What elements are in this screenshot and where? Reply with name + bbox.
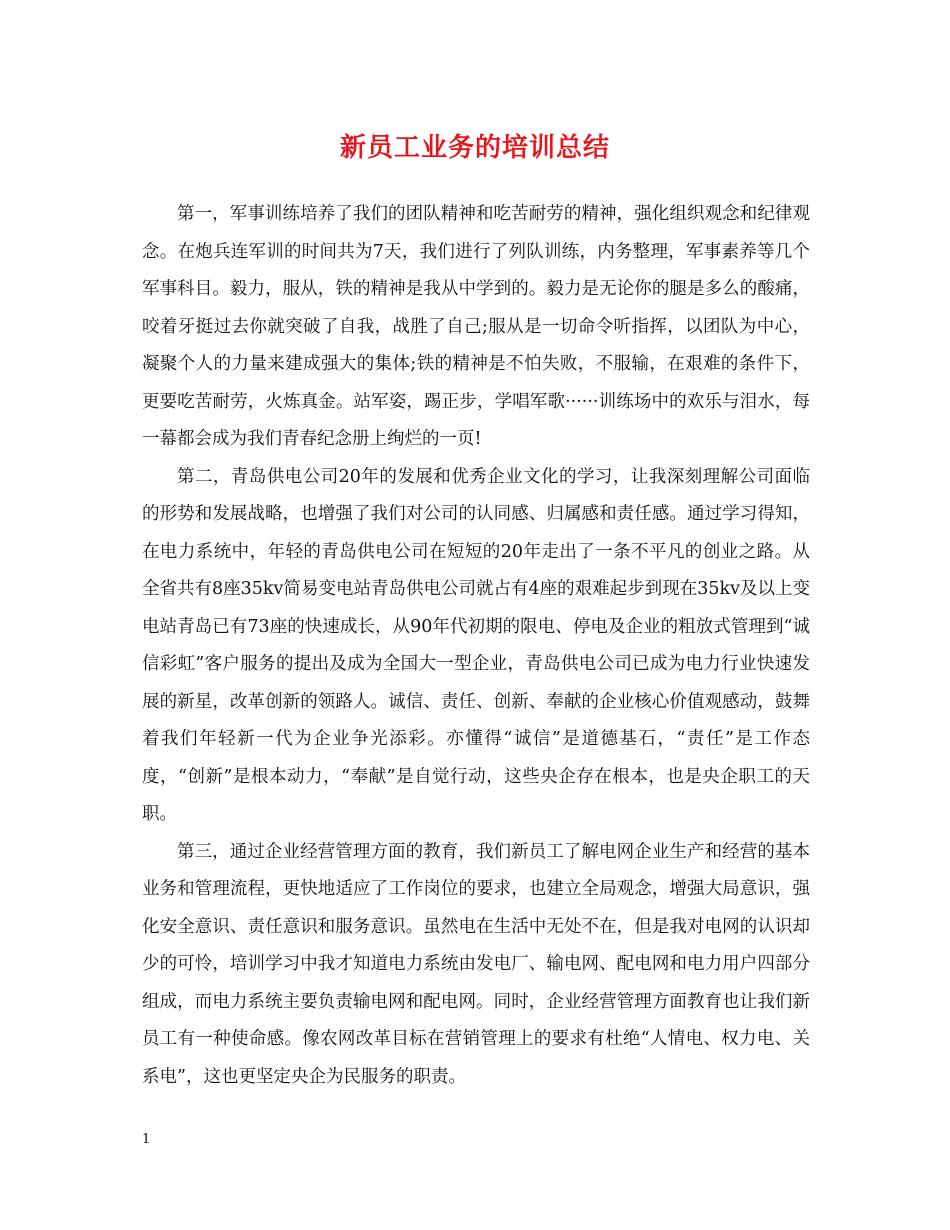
document-title: 新员工业务的培训总结 (339, 133, 610, 163)
page-number: 1 (142, 1132, 151, 1147)
paragraph-company-culture: 第二，青岛供电公司20年的发展和优秀企业文化的学习，让我深刻理解公司面临的形势和发展战略，也增强了我们对公司的认同感、归属感和责任感。通过学习得知，在电力系统中，年轻的青岛供电公司在短短的20年走出了一条不平凡的创业之路。从全省共有8座35kv简易变电站青岛供电公司就占有4座的艰难起步到现在35kv及以上变电站青岛已有73座的快速成长，从90年代初期的限电、停电及企业的粗放式管理到“诚信彩虹”客户服务的提出及成为全国大一型企业，青岛供电公司已成为电力行业快速发展的新星，改革创新的领路人。诚信、责任、创新、奉献的企业核心价值观感动，鼓舞着我们年轻新一代为企业争光添彩。亦懂得“诚信”是道德基石，“责任”是工作态度，“创新”是根本动力，“奉献”是自觉行动，这些央企存在根本，也是央企职工的天职。 (142, 466, 810, 824)
paragraph-business-management: 第三，通过企业经营管理方面的教育，我们新员工了解电网企业生产和经营的基本业务和管理流程，更快地适应了工作岗位的要求，也建立全局观念，增强大局意识，强化安全意识、责任意识和服务意识。虽然电在生活中无处不在，但是我对电网的认识却少的可怜，培训学习中我才知道电力系统由发电厂、输电网、配电网和电力用户四部分组成，而电力系统主要负责输电网和配电网。同时，企业经营管理方面教育也让我们新员工有一种使命感。像农网改革目标在营销管理上的要求有杜绝“人情电、权力电、关系电”，这也更坚定央企为民服务的职责。 (142, 841, 810, 1087)
document-body (142, 196, 810, 1096)
paragraph-military-training: 第一，军事训练培养了我们的团队精神和吃苦耐劳的精神，强化组织观念和纪律观念。在炮兵连军训的时间共为7天，我们进行了列队训练，内务整理，军事素养等几个军事科目。毅力，服从，铁的精神是我从中学到的。毅力是无论你的腿是多么的酸痛，咬着牙挺过去你就突破了自我，战胜了自己;服从是一切命令听指挥，以团队为中心，凝聚个人的力量来建成强大的集体;铁的精神是不怕失败，不服输，在艰难的条件下，更要吃苦耐劳，火炼真金。站军姿，踢正步，学唱军歌······训练场中的欢乐与泪水，每一幕都会成为我们青春纪念册上绚烂的一页! (142, 204, 810, 449)
